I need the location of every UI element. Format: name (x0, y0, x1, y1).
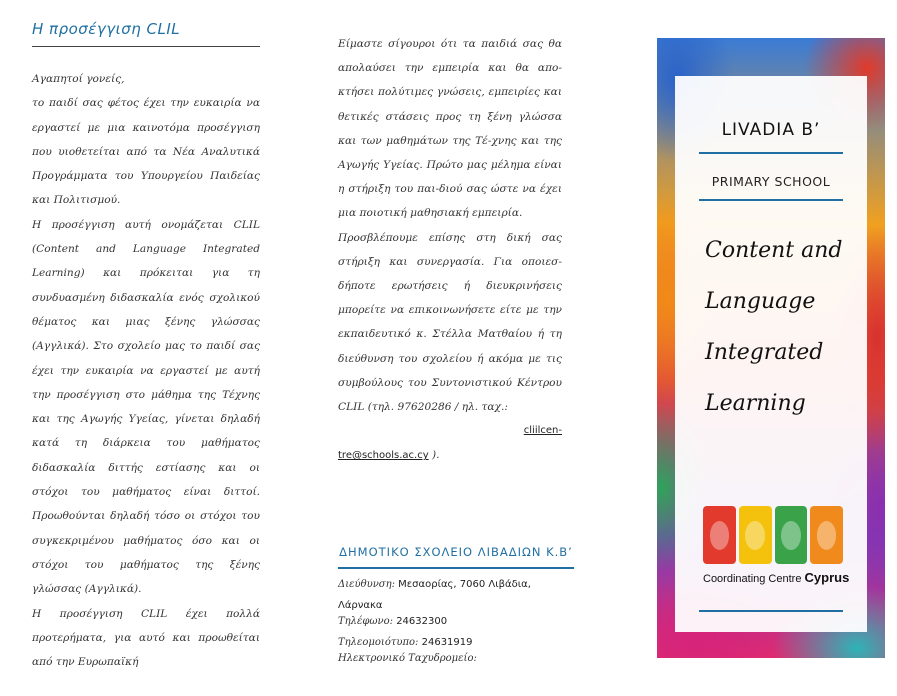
paragraph-2: Η προσέγγιση αυτή ονομάζεται CLIL (Content and Language Integrated Learning) και πρόκειται για τη συνδυασμένη διδασκαλία ενός σχολικού θέματος και μιας ξένης γλώσσας (Αγγλικά). Στο σχολείο μας το παιδί σας έχει την ευκαιρία να εργαστεί με αυτή την προσέγγιση στο μάθημα της Τέχνης και της Αγωγής Υγείας, γίνεται δηλαδή κατά τη διάρκεια του μαθήματος διδασκαλία διττής εστίασης και οι στόχοι του μαθήματος είναι διττοί. Προωθούνται δηλαδή τόσο οι στόχοι του συγκεκριμένου μαθήματος όσο και οι στόχοι του μαθήματος της ξένης γλώσσας (Αγγλικά). (32, 218, 260, 596)
cover-line-1: Content and (705, 238, 843, 263)
cover-subtitle: PRIMARY SCHOOL (711, 174, 831, 189)
cover-title: LIVADIA B’ (721, 120, 821, 140)
fax-value: 24631919 (421, 636, 473, 648)
divider (699, 610, 843, 612)
middle-column: Είμαστε σίγουροι ότι τα παιδιά σας θα απολαύσει την εμπειρία και θα απο-κτήσει πολύτιμες γνώσεις, εμπειρίες και θετικές στάσεις προς τη ξένη γλώσσα και των μαθημάτων της Τέ-χνης και της Αγωγής Υγείας. Πρώτο μας μέλημα είναι η στήριξη του παι-διού σας ώστε να έχει μια ποιοτική μαθησιακή εμπειρία. Προσβλέπουμε επίσης στη δική σας στήριξη και συνεργασία. Για οποιεσ-δήποτε ερωτήσεις ή διευκρινήσεις μπορείτε να επικοινωνήσετε είτε με την εκπαιδευτικό κ. Στέλλα Ματθαίου ή τη διεύθυνση του σχολείου ή ακόμα με τις συμβούλους του Συντονιστικού Κέντρου CLIL (τηλ. 97620286 / ηλ. ταχ.: cliilcen- tre@schools.ac.cy ). (338, 32, 562, 469)
clil-logo-letters (703, 506, 843, 564)
logo-letter-l2 (810, 506, 843, 564)
logo-letter-l (739, 506, 772, 564)
paragraph-1: το παιδί σας φέτος έχει την ευκαιρία να εργαστεί με μια καινοτόμα προσέγγιση που υιοθετείται από τα Νέα Αναλυτικά Προγράμματα του Υπουργείου Παιδείας και Πολιτισμού. (32, 97, 260, 207)
email-label: Ηλεκτρονικό Ταχυδρομείο: (338, 653, 477, 664)
school-contact-block (338, 545, 574, 670)
clil-logo (703, 506, 850, 596)
intro-text (32, 67, 260, 674)
left-column (32, 20, 260, 674)
contact-details (338, 575, 574, 670)
divider (699, 152, 843, 154)
logo-caption: Coordinating Centre Cyprus (703, 570, 850, 585)
logo-letter-i (775, 506, 808, 564)
email-link-part2[interactable]: tre@schools.ac.cy (338, 450, 429, 462)
cover-line-3: Integrated (705, 340, 824, 365)
greeting: Αγαπητοί γονείς, (32, 73, 125, 85)
cover-main-title (675, 225, 867, 429)
paragraph-4: Είμαστε σίγουροι ότι τα παιδιά σας θα απολαύσει την εμπειρία και θα απο-κτήσει πολύτιμες γνώσεις, εμπειρίες και θετικές στάσεις προς τη ξένη γλώσσα και των μαθημάτων της Τέ-χνης και της Αγωγής Υγείας. Πρώτο μας μέλημα είναι η στήριξη του παι-διού σας ώστε να έχει μια ποιοτική μαθησιακή εμπειρία. (338, 38, 562, 220)
address-city: Λάρνακα (338, 599, 383, 611)
cover-panel (657, 38, 885, 658)
school-title: ΔΗΜΟΤΙΚΟ ΣΧΟΛΕΙΟ ΛΙΒΑΔΙΩΝ Κ.Β’ (338, 545, 574, 569)
phone-value: 24632300 (396, 616, 448, 627)
logo-letter-c (703, 506, 736, 564)
address-value: Μεσαορίας, 7060 Λιβάδια, (398, 579, 531, 590)
cover-line-4: Learning (705, 391, 806, 416)
phone-label: Τηλέφωνο: (338, 616, 393, 627)
email-link-part1[interactable]: cliilcen- (523, 425, 562, 437)
cover-card (675, 76, 867, 632)
section-heading: Η προσέγγιση CLIL (32, 20, 260, 47)
divider (699, 199, 843, 201)
cover-line-2: Language (705, 289, 816, 314)
paragraph-5: Προσβλέπουμε επίσης στη δική σας στήριξη και συνεργασία. Για οποιεσ-δήποτε ερωτήσεις ή διευκρινήσεις μπορείτε να επικοινωνήσετε είτε με την εκπαιδευτικό κ. Στέλλα Ματθαίου ή τη διεύθυνση του σχολείου ή ακόμα με τις συμβούλους του Συντονιστικού Κέντρου CLIL (τηλ. 97620286 / ηλ. ταχ.: (338, 231, 562, 414)
fax-label: Τηλεομοιότυπο: (338, 636, 419, 648)
paragraph-3: Η προσέγγιση CLIL έχει πολλά προτερήματα, για αυτό και προωθείται από την Ευρωπαϊκή (32, 607, 260, 669)
address-label: Διεύθυνση: (338, 579, 395, 590)
